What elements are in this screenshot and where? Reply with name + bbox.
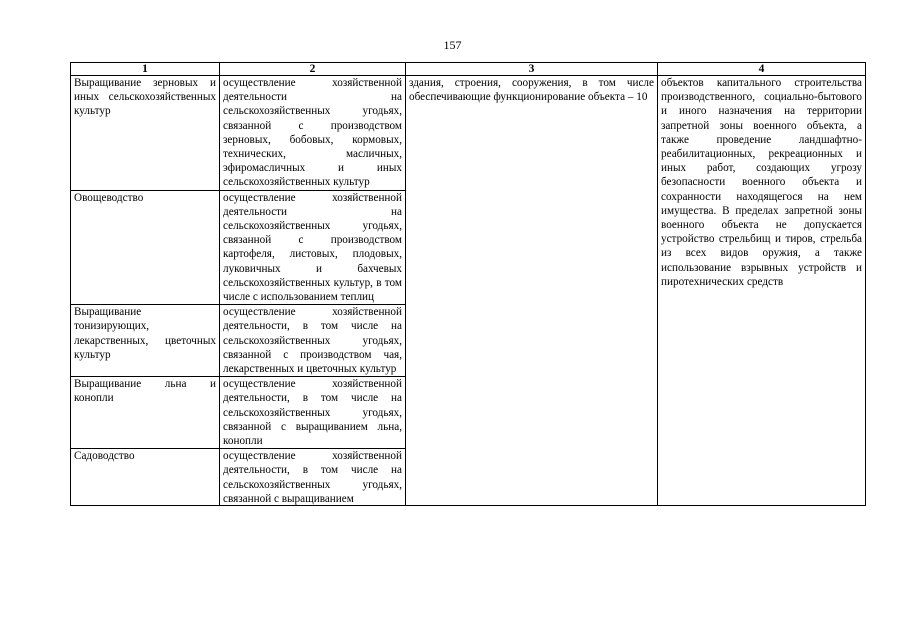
use-type-name: Выращивание льна и конопли: [71, 377, 220, 449]
column3-text: здания, строения, сооружения, в том числе обеспечивающие функционирование объекта – 10: [406, 76, 658, 506]
use-type-name: Овощеводство: [71, 190, 220, 305]
column4-text: объектов капитального строительства производственного, социально-бытового и иного назначения на территории запретной зоны военного объекта, а также проведение ландшафтно-реабилитационных, рекреационных и иных работ, создающих угрозу безопасности военного объекта и сохранности находящегося на нем имущества. В пределах запретной зоны военного объекта не допускается устройство стрельбищ и тиров, стрельба из всех видов оружия, а также использование взрывных устройств и пиротехнических средств: [658, 76, 866, 506]
use-type-description: осуществление хозяйственной деятельности, в том числе на сельскохозяйственных угодьях, связанной с производством чая, лекарственных и цветочных культур: [220, 305, 406, 377]
page-number: 157: [443, 38, 462, 52]
column-header-4: 4: [658, 63, 866, 76]
use-type-name: Садоводство: [71, 449, 220, 506]
use-type-description-cell: [220, 449, 406, 506]
use-type-name: Выращивание зерновых и иных сельскохозяйственных культур: [71, 76, 220, 191]
use-type-description: осуществление хозяйственной деятельности на сельскохозяйственных угодьях, связанной с производством картофеля, листовых, плодовых, луковичных и бахчевых сельскохозяйственных культур, в том числе с использованием теплиц: [220, 190, 406, 305]
use-type-description: осуществление хозяйственной деятельности, в том числе на сельскохозяйственных угодьях, связанной с выращиванием: [223, 450, 402, 505]
table-header-row: [71, 63, 866, 76]
use-type-description: осуществление хозяйственной деятельности на сельскохозяйственных угодьях, связанной с производством зерновых, бобовых, кормовых, технических, масличных, эфиромасличных и иных сельскохозяйственных культур: [220, 76, 406, 191]
column-header-1: 1: [71, 63, 220, 76]
land-use-table: [70, 62, 866, 506]
column-header-2: 2: [220, 63, 406, 76]
use-type-description: осуществление хозяйственной деятельности, в том числе на сельскохозяйственных угодьях, связанной с выращиванием льна, конопли: [220, 377, 406, 449]
use-type-name: Выращивание тонизирующих, лекарственных, цветочных культур: [71, 305, 220, 377]
table-row: [71, 76, 866, 191]
column-header-3: 3: [406, 63, 658, 76]
